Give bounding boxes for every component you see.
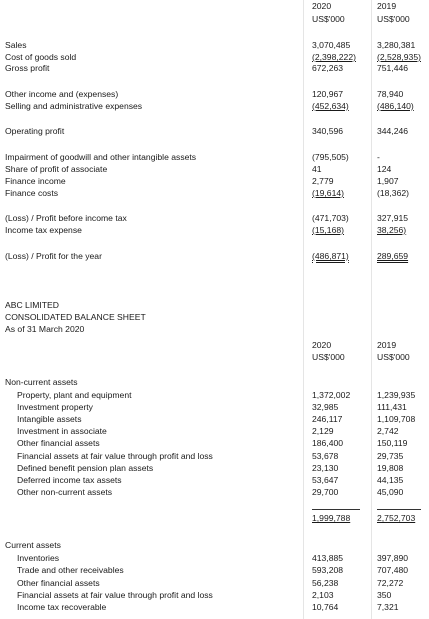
value-2019: 45,090 [377, 487, 404, 497]
value-2019: 327,915 [377, 213, 409, 223]
noncurrent-total-2019: 2,752,703 [377, 513, 416, 523]
value-2020: 672,263 [312, 63, 344, 73]
row-label: Financial assets at fair value through profit and loss [17, 590, 213, 600]
value-2019: 344,246 [377, 126, 409, 136]
row-label: Selling and administrative expenses [5, 101, 143, 111]
value-2020: (471,703) [312, 213, 349, 223]
row-label: (Loss) / Profit for the year [5, 251, 102, 261]
value-2019: 3,280,381 [377, 40, 416, 50]
row-label: Defined benefit pension plan assets [17, 463, 154, 473]
row-label: Trade and other receivables [17, 565, 124, 575]
pl-year-2020: 2020 [312, 1, 332, 11]
value-2020: 340,596 [312, 126, 344, 136]
value-2020: (2,398,222) [312, 52, 356, 62]
row-label: Finance income [5, 176, 66, 186]
company-name: ABC LIMITED [5, 300, 59, 310]
row-label: Deferred income tax assets [17, 475, 122, 485]
value-2019: 72,272 [377, 578, 404, 588]
row-label: Financial assets at fair value through profit and loss [17, 451, 213, 461]
value-2019: 111,431 [377, 402, 407, 412]
row-label: Investment property [17, 402, 93, 412]
value-2020: (452,634) [312, 101, 349, 111]
row-label: Intangible assets [17, 414, 82, 424]
row-label: Gross profit [5, 63, 50, 73]
value-2020: 56,238 [312, 578, 339, 588]
noncurrent-total-2020: 1,999,788 [312, 513, 351, 523]
value-2019: 38,256) [377, 225, 407, 235]
row-label: Impairment of goodwill and other intangible assets [5, 152, 197, 162]
value-2019: (2,528,935) [377, 52, 421, 62]
statement-date: As of 31 March 2020 [5, 324, 85, 334]
value-2019: 1,239,935 [377, 390, 416, 400]
value-2020: 10,764 [312, 602, 339, 612]
value-2020: 23,130 [312, 463, 339, 473]
value-2020: (15,168) [312, 225, 345, 235]
value-2020: 2,103 [312, 590, 334, 600]
row-label: Other financial assets [17, 578, 100, 588]
value-2019: 707,480 [377, 565, 409, 575]
row-label: Property, plant and equipment [17, 390, 132, 400]
value-2019: 29,735 [377, 451, 404, 461]
pl-currency-2020: US$'000 [312, 14, 345, 24]
bs-currency-2020: US$'000 [312, 352, 345, 362]
value-2019: (18,362) [377, 188, 410, 198]
row-label: (Loss) / Profit before income tax [5, 213, 127, 223]
value-2020: 1,372,002 [312, 390, 351, 400]
value-2020: 32,985 [312, 402, 339, 412]
value-2020: (486,871) [312, 251, 349, 261]
bs-currency-2019: US$'000 [377, 352, 410, 362]
row-label: Income tax recoverable [17, 602, 107, 612]
value-2019: 124 [377, 164, 392, 174]
value-2019: 19,808 [377, 463, 404, 473]
row-label: Income tax expense [5, 225, 82, 235]
value-2020: 29,700 [312, 487, 339, 497]
value-2019: 350 [377, 590, 392, 600]
value-2019: 2,742 [377, 426, 399, 436]
row-label: Share of profit of associate [5, 164, 108, 174]
column-separator-2020 [303, 0, 304, 619]
value-2020: 41 [312, 164, 322, 174]
value-2020: (795,505) [312, 152, 349, 162]
value-2020: 2,779 [312, 176, 334, 186]
value-2019: 1,109,708 [377, 414, 416, 424]
value-2020: 53,647 [312, 475, 339, 485]
row-label: Finance costs [5, 188, 59, 198]
bs-year-2019: 2019 [377, 340, 397, 350]
statement-title: CONSOLIDATED BALANCE SHEET [5, 312, 146, 322]
value-2020: 413,885 [312, 553, 344, 563]
pl-currency-2019: US$'000 [377, 14, 410, 24]
row-label: Operating profit [5, 126, 65, 136]
row-label: Investment in associate [17, 426, 107, 436]
current-assets-heading: Current assets [5, 540, 61, 550]
noncurrent-assets-heading: Non-current assets [5, 377, 78, 387]
value-2019: 150,119 [377, 438, 408, 448]
value-2020: (19,614) [312, 188, 345, 198]
column-separator-2019 [371, 0, 372, 619]
pl-year-2019: 2019 [377, 1, 397, 11]
value-2019: 289,659 [377, 251, 409, 261]
value-2020: 53,678 [312, 451, 339, 461]
value-2020: 186,400 [312, 438, 344, 448]
total-rule-top-2020 [312, 509, 360, 510]
value-2019: 397,890 [377, 553, 409, 563]
row-label: Sales [5, 40, 27, 50]
value-2019: - [377, 152, 380, 162]
value-2019: 78,940 [377, 89, 404, 99]
row-label: Other financial assets [17, 438, 100, 448]
value-2020: 593,208 [312, 565, 344, 575]
value-2019: 7,321 [377, 602, 399, 612]
row-label: Other income and (expenses) [5, 89, 119, 99]
value-2020: 246,117 [312, 414, 343, 424]
value-2019: 44,135 [377, 475, 404, 485]
value-2020: 120,967 [312, 89, 344, 99]
total-rule-top-2019 [377, 509, 421, 510]
value-2020: 2,129 [312, 426, 334, 436]
value-2019: 751,446 [377, 63, 409, 73]
row-label: Other non-current assets [17, 487, 113, 497]
value-2020: 3,070,485 [312, 40, 351, 50]
bs-year-2020: 2020 [312, 340, 332, 350]
row-label: Inventories [17, 553, 60, 563]
row-label: Cost of goods sold [5, 52, 77, 62]
value-2019: 1,907 [377, 176, 399, 186]
value-2019: (486,140) [377, 101, 414, 111]
